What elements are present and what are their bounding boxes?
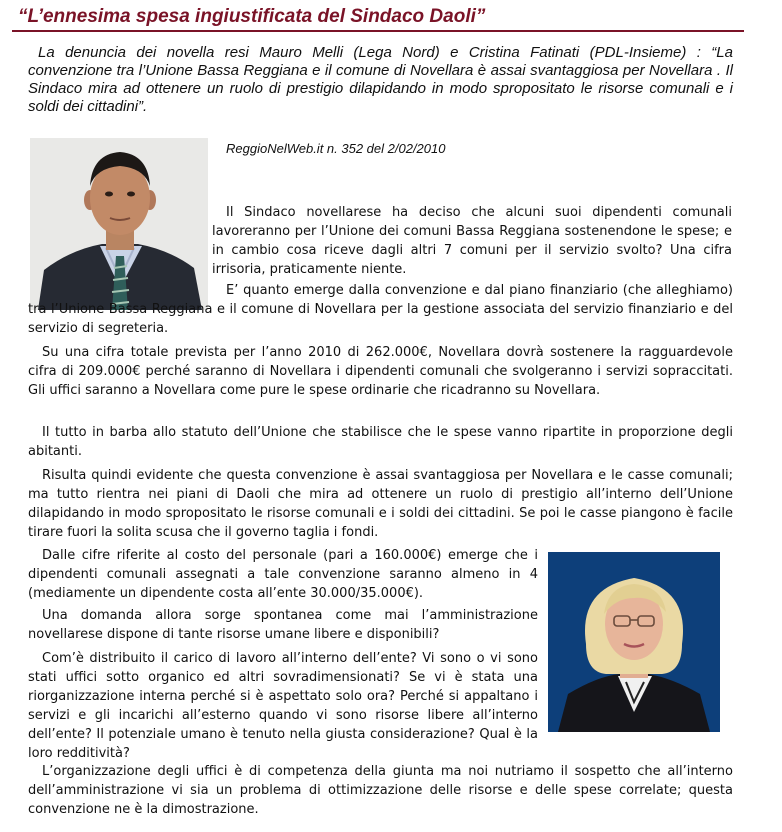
paragraph-4: Il tutto in barba allo statuto dell’Unione che stabilisce che le spese vanno ripartite in proporzione degli abitanti. — [28, 425, 733, 459]
paragraph-6: Dalle cifre riferite al costo del personale (pari a 160.000€) emerge che i dipendenti comunali assegnati a tale convenzione saranno almeno in 4 (mediamente un dipendente costa all’ente 30.000/35.000€). — [28, 548, 538, 601]
paragraph-9: L’organizzazione degli uffici è di competenza della giunta ma noi nutriamo il sospetto che all’interno dell’amministrazione vi sia un problema di ottimizzazione delle risorse e delle spese correlate; questa convenzione ne è la dimostrazione. — [28, 764, 733, 817]
article-intro: La denuncia dei novella resi Mauro Melli (Lega Nord) e Cristina Fatinati (PDL-Insieme) : “La convenzione tra l’Unione Bassa Reggiana e il comune di Novellara è assai svantaggiosa per Novellara . Il Sindaco mira ad ottenere un ruolo di prestigio dilapidando in modo spropositato le risorse comunali e i soldi dei cittadini”. — [28, 44, 733, 115]
paragraph-1: Il Sindaco novellarese ha deciso che alcuni suoi dipendenti comunali lavoreranno per l’Unione dei comuni Bassa Reggiana sostenendone le spese; e in cambio cosa riceve dagli altri 7 comuni per il servizio svolto? Una cifra irrisoria, praticamente niente. — [212, 205, 732, 277]
paragraph-2: E’ quanto emerge dalla convenzione e dal piano finanziario (che alleghiamo) tra l’Unione Bassa Reggiana e il comune di Novellara per la gestione associata del servizio finanziario e del servizio di segreteria. — [28, 283, 733, 336]
source-citation: ReggioNelWeb.it n. 352 del 2/02/2010 — [226, 141, 446, 156]
paragraph-8: Com’è distribuito il carico di lavoro all’interno dell’ente? Vi sono o vi sono stati uffici sotto organico ed altri sovradimensionati? Se vi è stata una riorganizzazione interna perché si è aspettato solo ora? Perché si appaltano i servizi e gli incarichi all’esterno quando vi sono risorse libere all’interno dell’ente? Il potenziale umano è tenuto nella giusta considerazione? Qual è la loro redditività? — [28, 651, 538, 761]
article-headline: “L’ennesima spesa ingiustificata del Sindaco Daoli” — [18, 6, 486, 27]
paragraph-3: Su una cifra totale prevista per l’anno 2010 di 262.000€, Novellara dovrà sostenere la ragguardevole cifra di 209.000€ perché saranno di Novellara i dipendenti comunali che svolgeranno i servizi sopraccitati. Gli uffici saranno a Novellara come pure le spese ordinarie che ricadranno su Novellara. — [28, 345, 733, 398]
photo-woman — [548, 552, 720, 732]
paragraph-5: Risulta quindi evidente che questa convenzione è assai svantaggiosa per Novellara e le casse comunali; ma tutto rientra nei piani di Daoli che mira ad ottenere un ruolo di prestigio all’interno dell’Unione dilapidando in modo spropositato le risorse comunali e i soldi dei cittadini. Se poi le casse piangono è facile tirare fuori la solita scusa che il governo taglia i fondi. — [28, 468, 733, 540]
paragraph-7: Una domanda allora sorge spontanea come mai l’amministrazione novellarese dispone di tante risorse umane libere e disponibili? — [28, 608, 538, 642]
headline-rule — [12, 30, 744, 32]
